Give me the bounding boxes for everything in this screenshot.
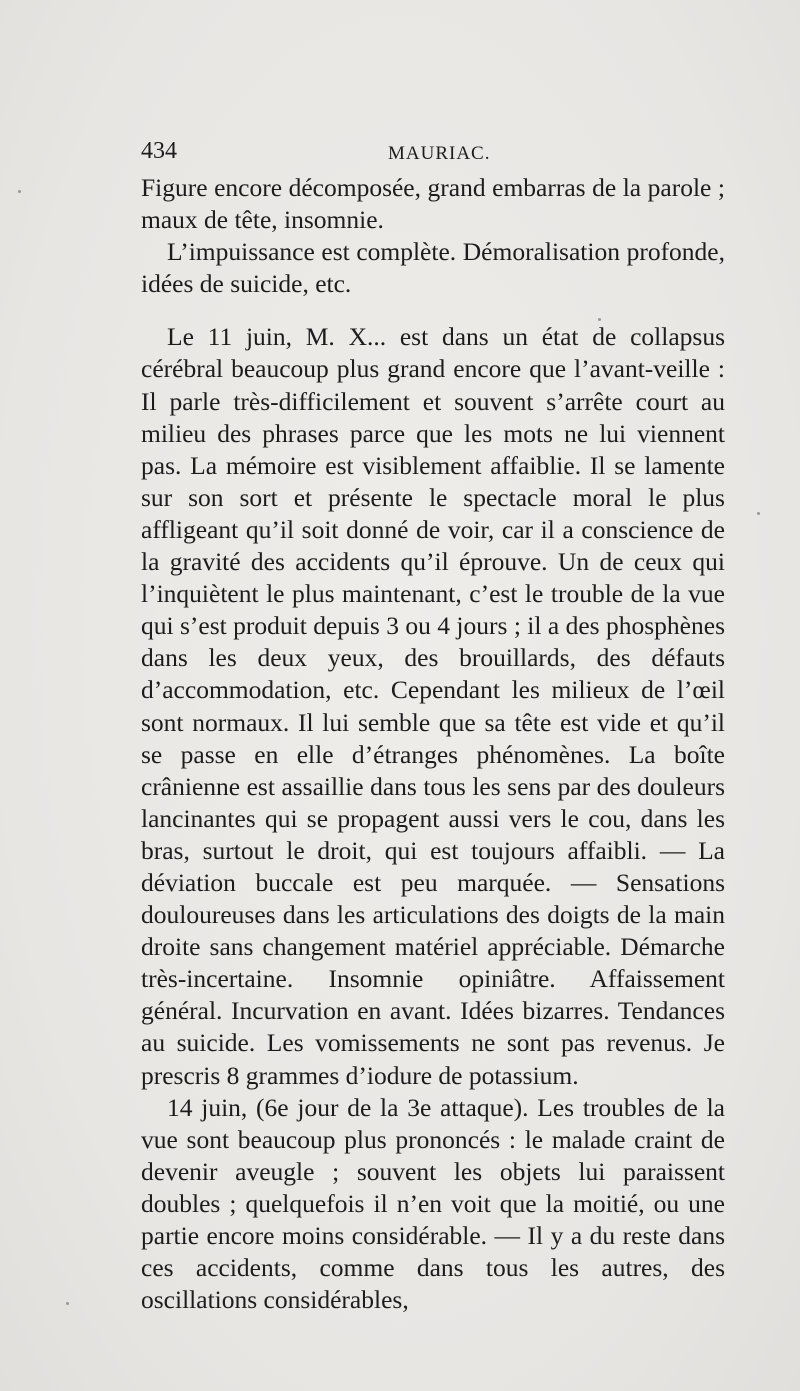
paragraph-gap [141,300,725,321]
running-head: MAURIAC. [388,143,491,164]
paragraph-1: Figure encore décomposée, grand embarras de la parole ; maux de tête, insomnie. [141,173,725,235]
paper-speck [598,318,601,321]
paper-speck [757,512,760,515]
paragraph-2: L’impuissance est complète. Démoralisation profonde, idées de suicide, etc. [141,237,725,299]
body-text [141,172,725,1316]
paragraph-4: 14 juin, (6e jour de la 3e attaque). Les troubles de la vue sont beaucoup plus prononcés : le malade craint de devenir aveugle ; souvent les objets lui paraissent doubles ; quelquefois il n’en voit que la moitié, ou une partie encore moins considérable. — Il y a du reste dans ces accidents, comme dans tous les autres, des oscillations considérables, [141,1092,725,1315]
paper-speck [18,190,21,193]
page-number: 434 [141,138,177,164]
paragraph-3: Le 11 juin, M. X... est dans un état de collapsus cérébral beaucoup plus grand encore que l’avant-veille : Il parle très-difficilement et souvent s’arrête court au milieu des phrases parce que les mots ne lui viennent pas. La mémoire est visiblement affaiblie. Il se lamente sur son sort et présente le spectacle moral le plus affligeant qu’il soit donné de voir, car il a conscience de la gravité des accidents qu’il éprouve. Un de ceux qui l’inquiètent le plus maintenant, c’est le trouble de la vue qui s’est produit depuis 3 ou 4 jours ; il a des phosphènes dans les deux yeux, des brouillards, des défauts d’accommodation, etc. Cependant les milieux de l’œil sont normaux. Il lui semble que sa tête est vide et qu’il se passe en elle d’étranges phénomènes. La boîte crânienne est assaillie dans tous les sens par des douleurs lancinantes qui se propagent aussi vers le cou, dans les bras, surtout le droit, qui est toujours affaibli. — La déviation buccale est peu marquée. — Sensations douloureuses dans les articulations des doigts de la main droite sans changement matériel appréciable. Démarche très-incertaine. Insomnie opiniâtre. Affaissement général. Incurvation en avant. Idées bizarres. Tendances au suicide. Les vomissements ne sont pas revenus. Je prescris 8 grammes d’iodure de potassium. [141,322,725,1090]
paper-speck [66,1302,69,1305]
page-header [141,138,725,172]
